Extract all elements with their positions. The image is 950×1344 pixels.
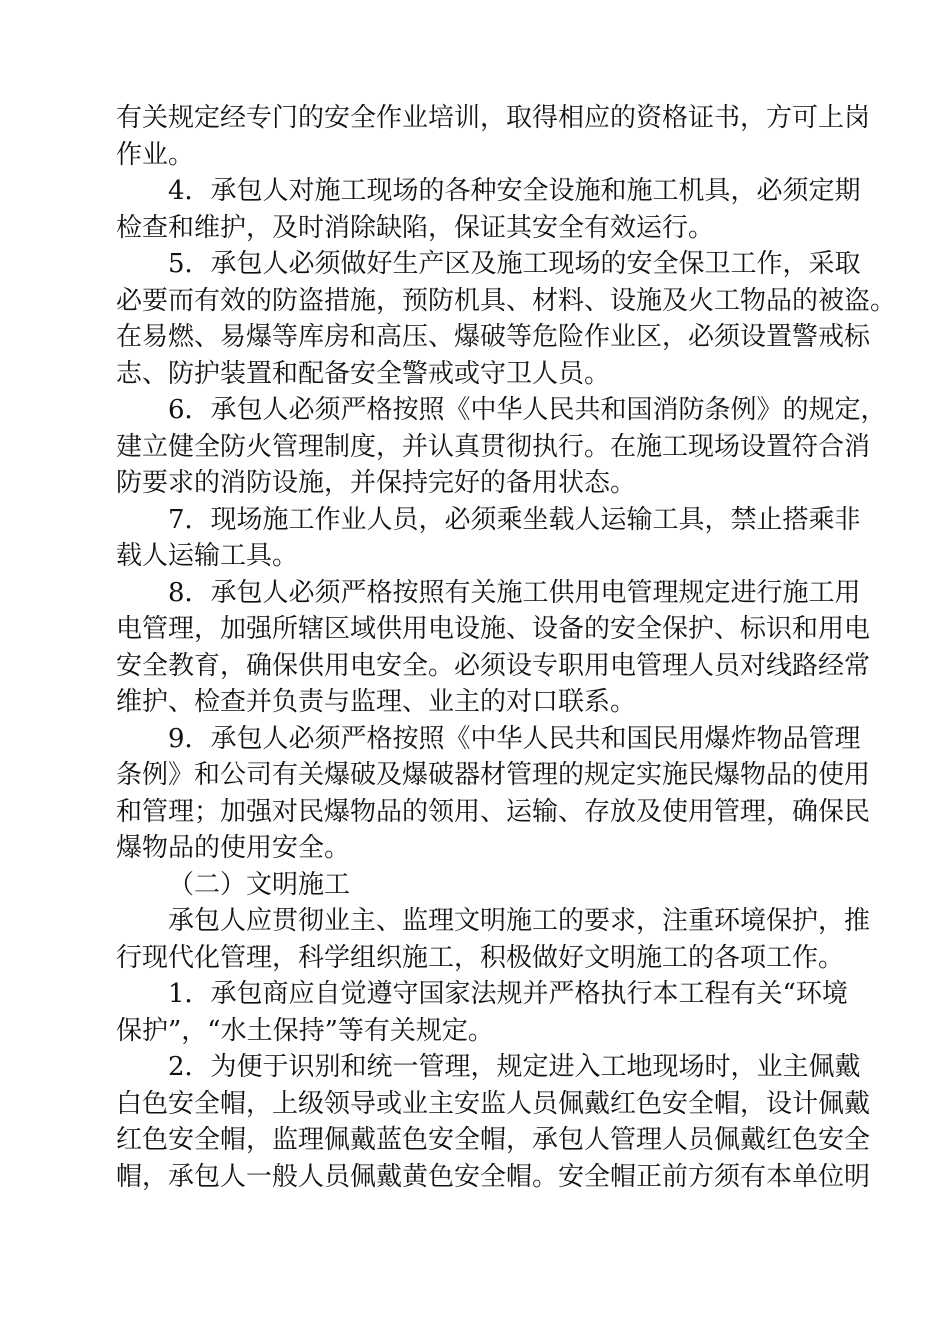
- text-line: 2．为便于识别和统一管理，规定进入工地现场时，业主佩戴: [168, 1052, 861, 1082]
- text-line: 9．承包人必须严格按照《中华人民共和国民用爆炸物品管理: [168, 723, 861, 754]
- text-line: 载人运输工具。: [116, 541, 299, 571]
- text-line: 建立健全防火管理制度，并认真贯彻执行。在施工现场设置符合消: [116, 431, 871, 462]
- text-line: 白色安全帽，上级领导或业主安监人员佩戴红色安全帽，设计佩戴: [116, 1088, 871, 1119]
- text-line: 必要而有效的防盗措施，预防机具、材料、设施及火工物品的被盗。: [116, 285, 897, 316]
- text-line: 有关规定经专门的安全作业培训，取得相应的资格证书，方可上岗: [116, 103, 871, 133]
- text-line: 6．承包人必须严格按照《中华人民共和国消防条例》的规定，: [168, 395, 887, 425]
- text-line: 检查和维护，及时消除缺陷，保证其安全有效运行。: [116, 212, 715, 243]
- text-line: 爆物品的使用安全。: [116, 833, 351, 863]
- text-line: 条例》和公司有关爆破及爆破器材管理的规定实施民爆物品的使用: [116, 760, 871, 790]
- text-line: 7．现场施工作业人员，必须乘坐载人运输工具，禁止搭乘非: [168, 504, 861, 535]
- text-line: 8．承包人必须严格按照有关施工供用电管理规定进行施工用: [168, 577, 861, 608]
- text-line: 电管理，加强所辖区域供用电设施、设备的安全保护、标识和用电: [116, 614, 871, 644]
- text-line: 和管理；加强对民爆物品的领用、运输、存放及使用管理，确保民: [116, 796, 871, 827]
- text-line: 防要求的消防设施，并保持完好的备用状态。: [116, 468, 637, 498]
- text-line: 安全教育，确保供用电安全。必须设专职用电管理人员对线路经常: [116, 650, 871, 681]
- text-line: 帽，承包人一般人员佩戴黄色安全帽。安全帽正前方须有本单位明: [116, 1161, 871, 1192]
- text-line: 红色安全帽，监理佩戴蓝色安全帽，承包人管理人员佩戴红色安全: [116, 1125, 871, 1155]
- text-line: 维护、检查并负责与监理、业主的对口联系。: [116, 687, 637, 717]
- section-heading: （二）文明施工: [168, 869, 351, 900]
- text-line: 志、防护装置和配备安全警戒或守卫人员。: [116, 358, 611, 389]
- text-line: 作业。: [116, 139, 195, 170]
- text-line: 4．承包人对施工现场的各种安全设施和施工机具，必须定期: [168, 176, 861, 206]
- text-line: 1．承包商应自觉遵守国家法规并严格执行本工程有关“环境: [168, 979, 848, 1009]
- text-line: 承包人应贯彻业主、监理文明施工的要求，注重环境保护，推: [168, 906, 871, 936]
- text-line: 在易燃、易爆等库房和高压、爆破等危险作业区，必须设置警戒标: [116, 322, 871, 352]
- text-line: 行现代化管理，科学组织施工，积极做好文明施工的各项工作。: [116, 942, 845, 973]
- body-text: [116, 100, 897, 1195]
- text-line: 5．承包人必须做好生产区及施工现场的安全保卫工作，采取: [168, 249, 861, 279]
- text-line: 保护”，“水土保持”等有关规定。: [116, 1015, 494, 1046]
